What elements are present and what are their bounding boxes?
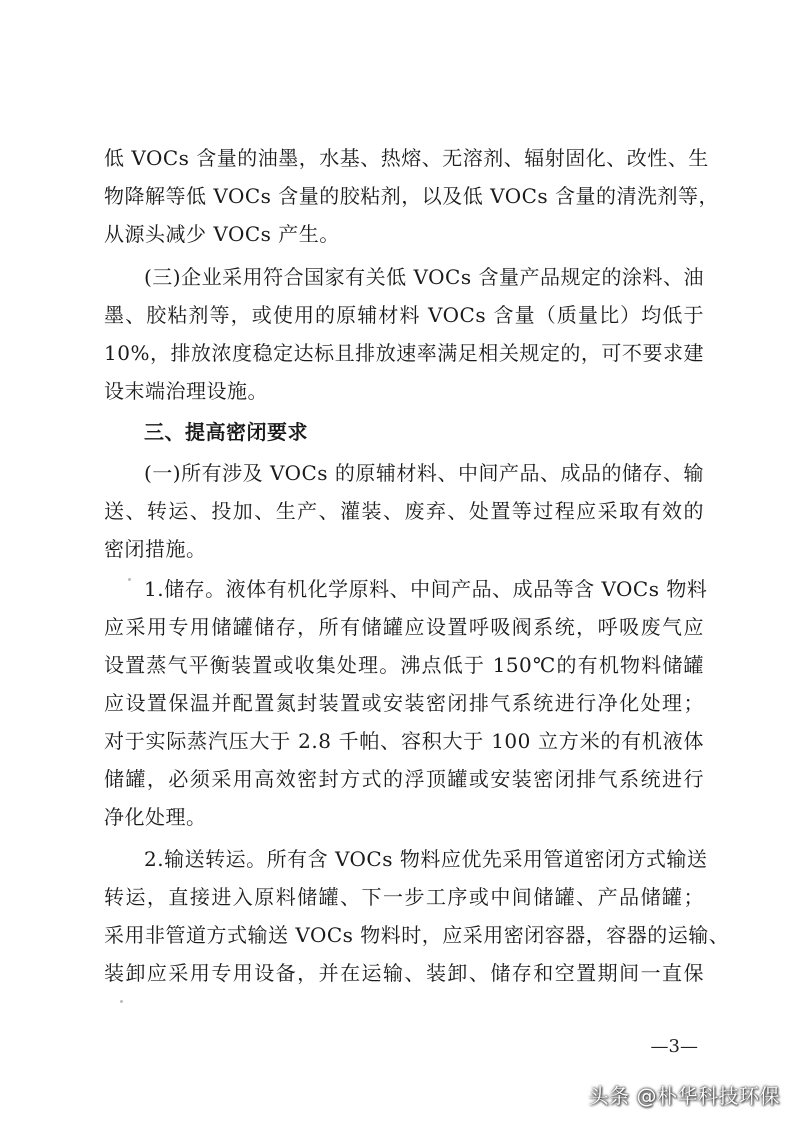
paragraph-line-16: 对于实际蒸汽压大于 2.8 千帕、容积大于 100 立方米的有机液体 — [104, 729, 704, 753]
paragraph-line-15: 应设置保温并配置氮封装置或安装密闭排气系统进行净化处理； — [104, 691, 704, 715]
paragraph-line-2: 物降解等低 VOCs 含量的胶粘剂，以及低 VOCs 含量的清洗剂等， — [104, 184, 720, 208]
paragraph-line-6: 10%，排放浓度稳定达标且排放速率满足相关规定的，可不要求建 — [104, 341, 704, 365]
paragraph-line-20: 转运，直接进入原料储罐、下一步工序或中间储罐、产品储罐； — [104, 885, 704, 909]
section-heading: 三、提高密闭要求 — [144, 420, 308, 444]
paragraph-line-21: 采用非管道方式输送 VOCs 物料时，应采用密闭容器，容器的运输、 — [104, 923, 730, 947]
paragraph-line-14: 设置蒸气平衡装置或收集处理。沸点低于 150℃的有机物料储罐 — [104, 653, 704, 677]
paragraph-line-1: 低 VOCs 含量的油墨，水基、热熔、无溶剂、辐射固化、改性、生 — [104, 146, 709, 170]
paragraph-line-19: 2.输送转运。所有含 VOCs 物料应优先采用管道密闭方式输送 — [144, 847, 708, 871]
paragraph-line-13: 应采用专用储罐储存，所有储罐应设置呼吸阀系统，呼吸废气应 — [104, 615, 704, 639]
paragraph-line-12: 1.储存。液体有机化学原料、中间产品、成品等含 VOCs 物料 — [144, 577, 708, 601]
scan-speck — [120, 1000, 123, 1003]
paragraph-line-18: 净化处理。 — [104, 805, 207, 829]
paragraph-line-7: 设末端治理设施。 — [104, 379, 268, 403]
paragraph-line-22: 装卸应采用专用设备，并在运输、装卸、储存和空置期间一直保 — [104, 961, 704, 985]
paragraph-line-3: 从源头减少 VOCs 产生。 — [104, 222, 340, 246]
paragraph-line-4: (三)企业采用符合国家有关低 VOCs 含量产品规定的涂料、油 — [144, 265, 704, 289]
paragraph-line-9: (一)所有涉及 VOCs 的原辅材料、中间产品、成品的储存、输 — [144, 461, 704, 485]
page-number: —3— — [650, 1036, 698, 1057]
paragraph-line-10: 送、转运、投加、生产、灌装、废弃、处置等过程应采取有效的 — [104, 499, 704, 523]
paragraph-line-17: 储罐，必须采用高效密封方式的浮顶罐或安装密闭排气系统进行 — [104, 767, 704, 791]
paragraph-line-11: 密闭措施。 — [104, 537, 207, 561]
paragraph-line-5: 墨、胶粘剂等，或使用的原辅材料 VOCs 含量（质量比）均低于 — [104, 303, 704, 327]
scan-speck — [128, 578, 131, 581]
watermark-text: 头条 @朴华科技环保 — [588, 1084, 780, 1108]
